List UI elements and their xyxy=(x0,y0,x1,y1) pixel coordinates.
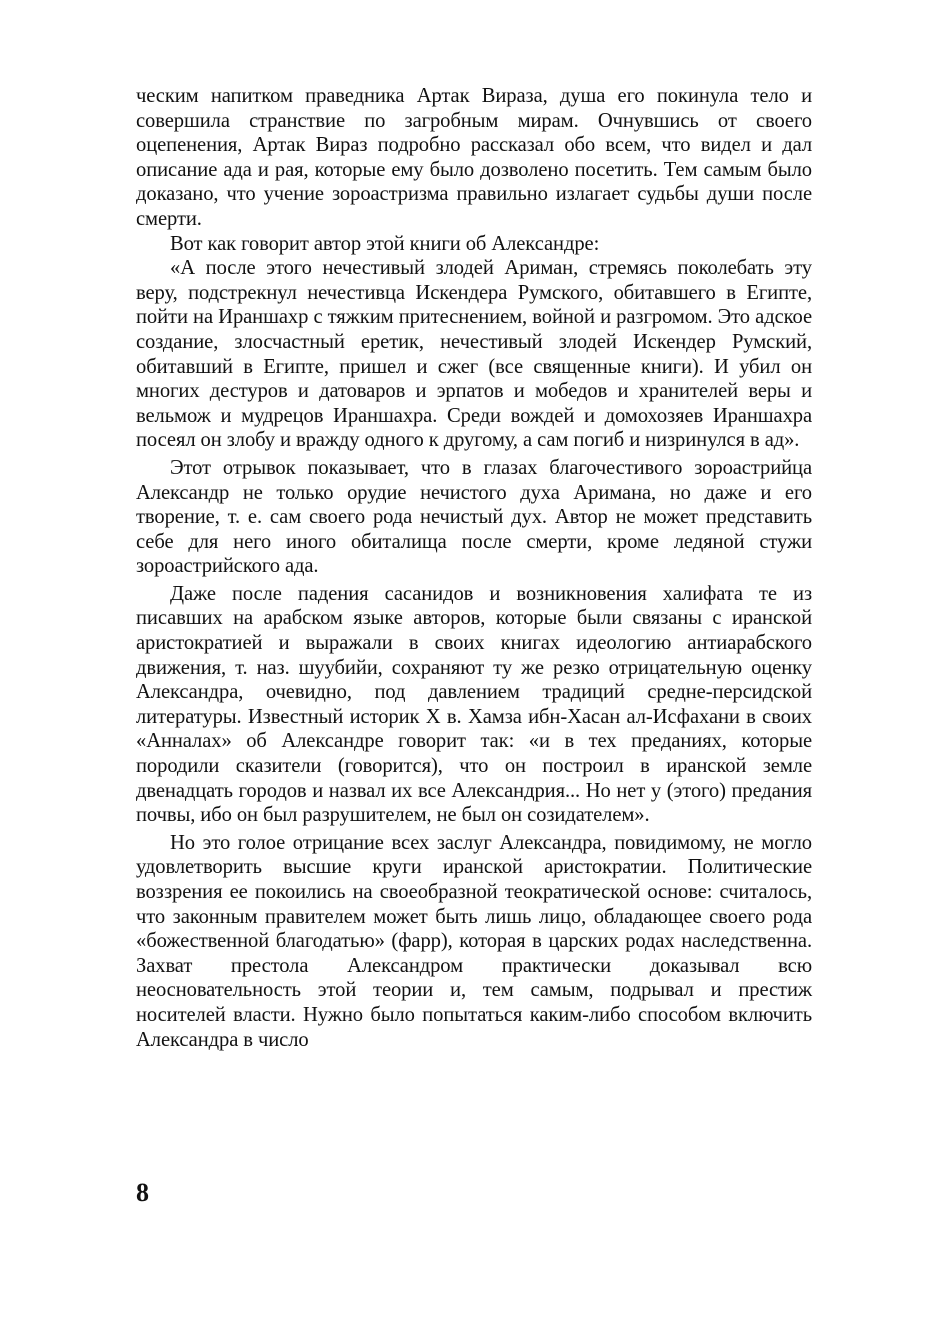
paragraph-intro-quote: Вот как говорит автор этой книги об Александре: xyxy=(170,232,600,255)
paragraph-caliphate: Даже после падения сасанидов и возникновения халифата те из писавших на арабском языке авторов, которые были связаны с иранской аристократией и выражали в своих книгах идеологию антиарабского движения, т. наз. шуубийи, сохраняют ту же резко отрицательную оценку Александра, очевидно, под давлением традиций средне-персидской литературы. Известный историк X в. Хамза ибн-Хасан ал-Исфахани в своих «Анналах» об Александре говорит так: «и в тех преданиях, которые породили сказители (говорится), что он построил в иранской земле двенадцать городов и назвал их все Александрия... Но нет у (этого) предания почвы, ибо он был разрушителем, не был он созидателем». xyxy=(136,582,812,827)
paragraph-continuation: ческим напитком праведника Артак Вираза, душа его покинула тело и совершила странствие по загробным мирам. Очнувшись от своего оцепенения, Артак Вираз подробно рассказал обо всем, что видел и дал описание ада и рая, которые ему было дозволено посетить. Тем самым было доказано, что учение зороастризма правильно излагает судьбы души после смерти. xyxy=(136,85,812,230)
paragraph-commentary: Этот отрывок показывает, что в глазах благочестивого зороастрийца Александр не только орудие нечистого духа Аримана, но даже и его творение, т. е. сам своего рода нечистый дух. Автор не может представить себе для него иного обиталища после смерти, кроме ледяной стужи зороастрийского ада. xyxy=(136,456,812,578)
page-body xyxy=(136,84,812,1052)
paragraph-denial: Но это голое отрицание всех заслуг Александра, повидимому, не могло удовлетворить высшие круги иранской аристократии. Политические воззрения ее покоились на своеобразной теократической основе: считалось, что законным правителем может быть лишь лицо, обладающее своего рода «божественной благодатью» (фарр), которая в царских родах наследственна. Захват престола Александром практически доказывал всю неосновательность этой теории и, тем самым, подрывал и престиж носителей власти. Нужно было попытаться каким-либо способом включить Александра в число xyxy=(136,831,812,1051)
paragraph-quote: «А после этого нечестивый злодей Ариман, стремясь поколебать эту веру, подстрекнул нечестивца Искендера Румского, обитавшего в Египте, пойти на Ираншахр с тяжким притеснением, войной и разгромом. Это адское создание, злосчастный еретик, нечестивый злодей Искендер Румский, обитавший в Египте, пришел и сжег (все священные книги). И убил он многих дестуров и датоваров и эрпатов и мобедов и хранителей веры и вельмож и мудрецов Ираншахра. Среди вождей и домохозяев Ираншахра посеял он злобу и вражду одного к другому, а сам погиб и низринулся в ад». xyxy=(136,257,812,452)
page-number: 8 xyxy=(136,1178,149,1207)
